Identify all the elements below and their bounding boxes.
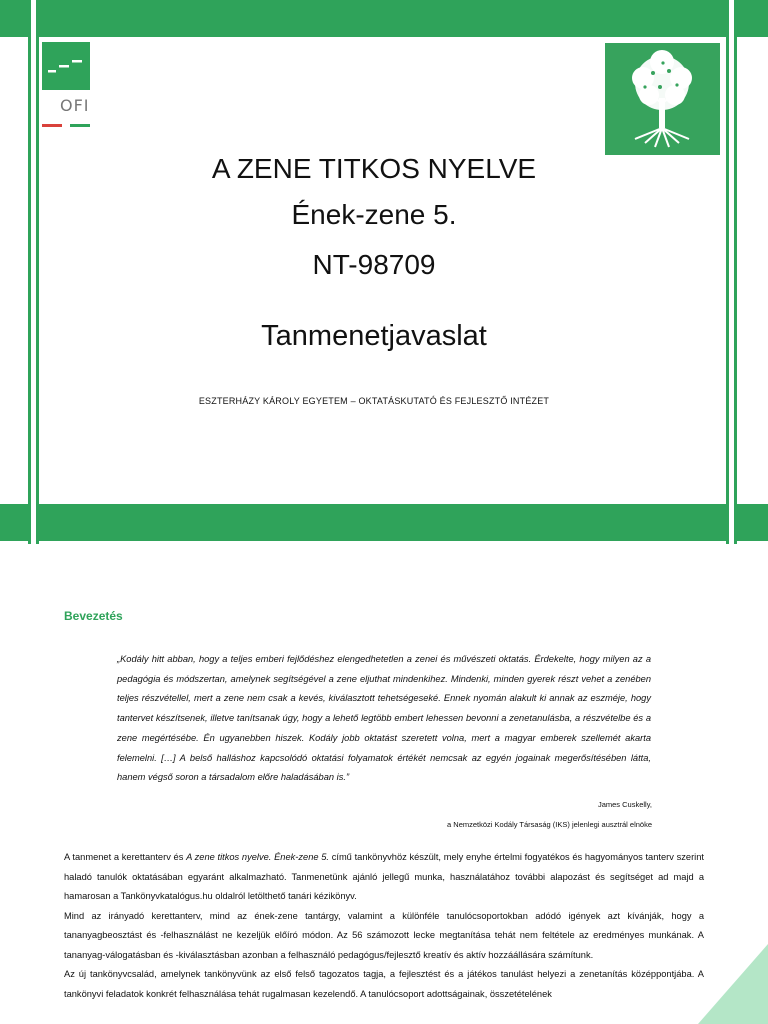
ofi-logo-icon [42, 42, 90, 90]
top-green-band [0, 0, 768, 37]
paragraph-text: című tankönyvhöz készült, mely enyhe értelmi fogyatékos és hagyományos tanterv szerint haladó tanulók oktatásában egyaránt alkalmazható. Tanmenetünk ajánló jellegű munka, használatához további alapozást és segítséget ad majd a hamarosan a Tankönyvkatalógus.hu oldalról letölthető tanári kézikönyv. [64, 852, 704, 901]
intro-quote: „Kodály hitt abban, hogy a teljes emberi fejlődéshez elengedhetetlen a zenei és művészeti oktatás. Érdekelte, hogy milyen az a pedagógia és módszertan, amelynek segítségével a zene eljuthat mindenkihez. Mindenki, minden gyerek részt vehet a zenében teljes részvétellel, mert a zene nem csak a kevés, kiválasztott tehetségeseké. Ennek nyomán alakult ki annak az eszméje, hogy tantervet készítsenek, illetve tanítsanak úgy, hogy a lehető legtöbb embert lehessen bevonni a zenetanulásba, a részvételbe és a zene megértésébe. Én ugyanebben hiszek. Kodály jobb oktatást szeretett volna, mert a magyar emberek szellemét akarta felemelni. […] A belső halláshoz kapcsolódó oktatási folyamatok értékét nemcsak az egyén jogainak megerősítésében látta, hanem végső soron a társadalom előre haladásában is.” [117, 654, 651, 783]
document-code: NT-98709 [312, 249, 436, 280]
quote-author-role: a Nemzetközi Kodály Társaság (IKS) jelenlegi ausztrál elnöke [447, 820, 652, 829]
tree-logo-icon [605, 43, 720, 155]
document-title: A ZENE TITKOS NYELVE [211, 153, 537, 184]
institute-name: ESZTERHÁZY KÁROLY EGYETEM – OKTATÁSKUTATÓ ÉS FEJLESZTŐ INTÉZET [198, 396, 550, 406]
bottom-green-band [0, 504, 768, 541]
hungarian-flag-stripe-icon [42, 124, 90, 127]
corner-decoration [698, 944, 768, 1024]
book-title: A zene titkos nyelve. Ének-zene 5. [186, 852, 329, 862]
quote-author: James Cuskelly, [597, 800, 652, 809]
ofi-logo-text: OFI [60, 96, 90, 115]
paragraph: Mind az irányadó kerettanterv, mind az ének-zene tantárgy, valamint a különféle tanulócsoportokban adódó igények azt kívánják, hogy a tananyagbeosztást és -felhasználást ne kezeljük előíró módon. Az 56 számozott lecke megtanítása tehát nem feltétele az eredményes munkának. A tananyag-válogatásban és -kiválasztásban azonban a felhasználó pedagógus/fejlesztő kreatív és aktív hozzáállására számítunk. [64, 910, 704, 960]
paragraph [64, 848, 704, 907]
document-type: Tanmenetjavaslat [261, 320, 487, 352]
paragraph-text: A tanmenet a kerettanterv és [64, 852, 187, 862]
paragraph: Az új tankönyvcsalád, amelynek tankönyvünk az első felső tagozatos tagja, a fejlesztést és a játékos tanulást helyezi a zenetanítás középpontjába. A tankönyvi feladatok konkrét felhasználása tehát rugalmasan kezelendő. A tanulócsoport adottságainak, összetételének [64, 969, 704, 999]
section-heading: Bevezetés [64, 609, 123, 623]
body-text [64, 848, 704, 1004]
document-subtitle: Ének-zene 5. [291, 199, 457, 230]
